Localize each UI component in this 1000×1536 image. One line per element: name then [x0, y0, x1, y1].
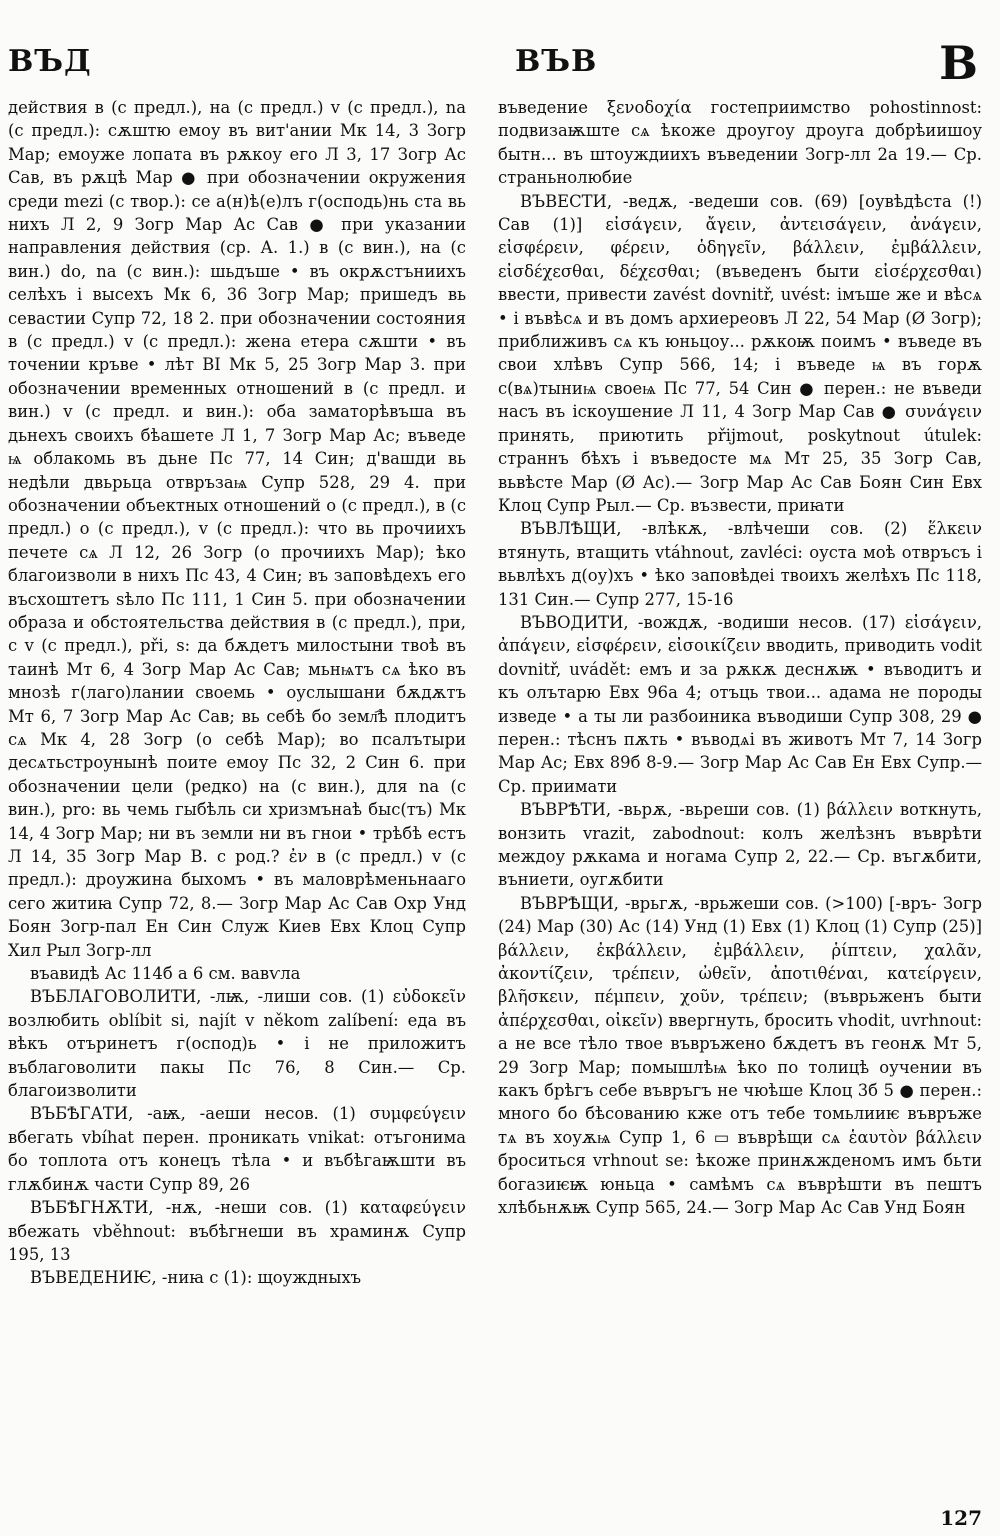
entry-paragraph: ВЪВРѢЩИ, -врьгѫ, -врьжеши сов. (>100) [-връ- Зогр (24) Мар (30) Ас (14) Унд (1) Евх (1) Клоц (1) Супр (25)] βάλλειν, ἐκβάλλειν, ἐμβάλλειν, ῥίπτειν, χαλᾶν, ἀκοντίζειν, τρέπειν, ὠθεῖν, ἀποτιθέναι, κατείργειν, βλῆσκειν, πέμπειν, χοῦν, τρέπειν; (въврьженъ быти ἀπέρχεσθαι, οἰκεῖν) ввергнуть, бросить vhodit, uvrhnout: а не все тѣло твое въвръжено бѫдетъ въ геонѫ Мт 5, 29 Зогр Мар; помышлѣѩ ѣко по толицѣ оучении въ какъ брѣгъ себе въвръгъ не чюѣше Клоц 3б 5 ● перен.: много бо бѣсованию кже отъ тебе томьлииѥ въвръже тѧ въ хоуѫѩ Супр 1, 6 ▭ въврѣщи сѧ ἑαυτὸν βάλλειν броситься vrhnout se: ѣкоже принѫжденомъ имъ бьти богазиѥѭ юньца • самѣмъ сѧ въврѣшти въ пештъ хлѣбьнѫѭ Супр 565, 24.— Зогр Мар Ас Сав Унд Боян — [498, 893, 982, 1218]
entry-paragraph: ВЪВРѢТИ, -вьрѫ, -вьреши сов. (1) βάλλειν воткнуть, вонзить vrazit, zabodnout: колъ желѣзнъ въврѣти междоу рѫкама и ногама Супр 2, 22.— Ср. въгѫбити, въниети, оугѫбити — [498, 800, 982, 890]
right-column — [498, 96, 982, 1496]
left-column — [8, 96, 466, 1496]
entry-paragraph: ВЪВЕСТИ, -ведѫ, -ведеши сов. (69) [оувѣдѣста (!) Сав (1)] εἰσάγειν, ἄγειν, ἀντεισάγειν, ἀνάγειν, εἰσφέρειν, φέρειν, ὁδηγεῖν, βάλλειν, ἐμβάλλειν, εἰσδέχεσθαι, δέχεσθαι; (въведенъ быти εἰσέρχεσθαι) ввести, привести zavést dovnitř, uvést: імъше же и вѣсѧ • і въвѣсѧ и въ домъ архиереовъ Л 22, 54 Мар (Ø Зогр); приближивъ сѧ къ юньцоу... рѫкоѭ поимъ • въведе въ свои хлѣвъ Супр 566, 14; і въведе ѩ въ горѫ с(вѧ)тыниѩ своеѩ Пс 77, 54 Син ● перен.: не въведи насъ въ іскоушение Л 11, 4 Зогр Мар Сав ● συνάγειν принять, приютить přijmout, poskytnout útulek: страннъ бѣхъ і въведосте мѧ Мт 25, 35 Зогр Сав, вьвѣсте Мар (Ø Ас).— Зогр Мар Ас Сав Боян Син Евх Клоц Супр Рыл.— Ср. възвести, приꙗти — [498, 191, 982, 515]
entry-paragraph: ВЪВОДИТИ, -вождѫ, -водиши несов. (17) εἰσάγειν, ἀπάγειν, εἰσφέρειν, εἰσοικίζειν вводить, приводить vodit dovnitř, uvádět: емъ и за рѫкѫ деснѫѭ • въводитъ и къ олътарю Евх 96а 4; отъць твои... адама не породы изведе • а ты ли разбоиника въводиши Супр 308, 29 ● перен.: тѣснъ пѫть • въводѧі въ животъ Мт 7, 14 Зогр Мар Ас; Евх 89б 8-9.— Зогр Мар Ас Сав Ен Евх Супр.— Ср. приимати — [498, 612, 982, 796]
entry-paragraph: въведение ξενοδοχία гостеприимство pohostinnost: подвизаѭште сѧ ѣкоже дроугоу дроуга добрѣиишоу бытн... въ штоуждиихъ въведении Зогр-лл 2а 19.— Ср. страньнолюбие — [498, 98, 982, 188]
entry-paragraph: ВЪВЕДЕНИѤ, -ниꙗ с (1): щоуждныхъ — [30, 1268, 362, 1288]
section-letter: В — [939, 36, 978, 90]
entry-paragraph: ВЪБЛАГОВОЛИТИ, -лѭ, -лиши сов. (1) εὐδοκεῖν возлюбить oblíbit si, najít v někom zalíbení: еда въ вѣкъ отъринетъ г(оспод)ь • і не приложитъ въблаговолити пакы Пс 76, 8 Син.— Ср. благоизволити — [8, 987, 466, 1101]
entry-paragraph: действия в (с предл.), на (с предл.) v (с предл.), na (с предл.): сѫштю емоу въ вит'ании Мк 14, 3 Зогр Мар; емоуже лопата въ рѫкоу его Л 3, 17 Зогр Ас Сав, въ рѫцѣ Мар ● при обозначении окружения среди mezi (с твор.): се а(н)ѣ(е)лъ г(осподь)нь ста вь нихъ Л 2, 9 Зогр Мар Ас Сав ● при указании направления действия (ср. А. 1.) в (с вин.), на (с вин.) do, na (с вин.): шьдъше • въ окрѫстъниихъ селѣхъ і высехъ Мк 6, 36 Зогр Мар; пришедъ вь севастии Супр 72, 18 2. при обозначении состояния в (с предл.) v (с предл.): жена етера сѫшти • въ точении кръве • лѣт ВІ Мк 5, 25 Зогр Мар 3. при обозначении временных отношений в (с предл. и вин.) v (с предл. и вин.): оба заматорѣвъша въ дьнехъ своихъ бѣашете Л 1, 7 Зогр Мар Ас; въведе ѩ облакомь въ дьне Пс 77, 14 Син; д'вашди вь недѣли двьрьца отвръзаѩ Супр 528, 29 4. при обозначении объектных отношений о (с предл.), в (с предл.) o (с предл.), v (с предл.): что вь прочиихъ печете сѧ Л 12, 26 Зогр (о прочиихъ Мар); ѣко благоизволи в нихъ Пс 43, 4 Син; въ заповѣдехъ его въсхоштетъ ѕѣло Пс 111, 1 Син 5. при обозначении образа и обстоятельства действия в (с предл.), при, с v (с предл.), při, s: да бѫдетъ милостыни твоѣ въ таинѣ Мт 6, 4 Зогр Мар Ас Сав; мьнѩтъ сѧ ѣко въ мнозѣ г(лаго)лании своемь • оуслышани бѫдѫтъ Мт 6, 7 Зогр Мар Ас Сав; вь себѣ бо земл҄ѣ плодитъ сѧ Мк 4, 28 Зогр (о себѣ Мар); во псалътыри десѧтьстроунынѣ поите емоу Пс 32, 2 Син 6. при обозначении цели (редко) на (с вин.), для na (с вин.), pro: вь чемь гыбѣль си хризмънаѣ быс(тъ) Мк 14, 4 Зогр Мар; ни въ земли ни въ гнои • трѣбѣ естъ Л 14, 35 Зогр Мар В. с род.? ἐν в (с предл.) v (с предл.): дроужина быхомъ • въ маловрѣменьнааго сего житиꙗ Супр 72, 8.— Зогр Мар Ас Сав Охр Унд Боян Зогр-пал Ен Син Служ Киев Евх Клоц Супр Хил Рыл Зогр-лл — [8, 98, 466, 960]
entry-paragraph: ВЪБѢГНѪТИ, -нѫ, -неши сов. (1) καταφεύγειν вбежать vběhnout: въбѣгнеши въ храминѫ Супр 195, 13 — [8, 1198, 466, 1264]
entry-paragraph: ВЪВЛѢЩИ, -влѣкѫ, -влѣчеши сов. (2) ἕλκειν втянуть, втащить vtáhnout, zavléci: оуста моѣ отвръсъ і вьвлѣхъ д(оу)хъ • ѣко заповѣдеі твоихъ желѣхъ Пс 118, 131 Син.— Супр 277, 15-16 — [498, 519, 982, 609]
page-number: 127 — [940, 1506, 982, 1530]
entry-paragraph: въавидѣ Ас 114б а 6 см. вавѵла — [30, 964, 301, 984]
page-header — [0, 36, 1000, 96]
running-head-left: ВЪД — [8, 44, 92, 79]
running-head-center: ВЪВ — [515, 44, 598, 79]
entry-paragraph: ВЪБѢГАТИ, -аѭ, -аеши несов. (1) συμφεύγειν вбегать vbíhat перен. проникать vnikat: отъгонима бо топлота отъ конецъ тѣла • и въбѣгаѭшти въ глѫбинѫ части Супр 89, 26 — [8, 1104, 466, 1194]
